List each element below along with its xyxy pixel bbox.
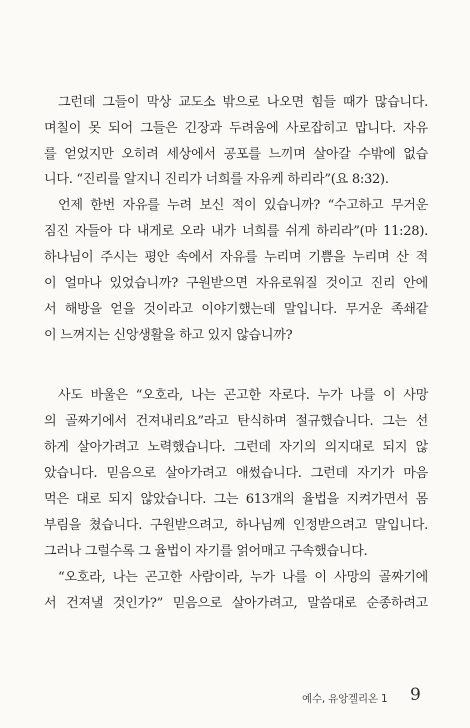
body-text-line: 그러나 그럴수록 그 율법이 자기를 얽어매고 구속했습니다.	[44, 544, 368, 559]
body-text-line: 서 건져낼 것인가?” 믿음으로 살아가려고, 말씀대로 순종하려고	[44, 596, 428, 611]
body-text-line: 니다. “진리를 알지니 진리가 너희를 자유케 하리라”(요 8:32).	[44, 172, 389, 187]
body-text-line: 서 해방을 얻을 것이라고 이야기했는데 말입니다. 무거운 족쇄같	[44, 302, 428, 317]
body-text-line: 짐진 자들아 다 내게로 오라 내가 너희를 쉬게 하리라”(마 11:28).	[44, 224, 428, 239]
body-text-line: 부림을 쳤습니다. 구원받으려고, 하나님께 인정받으려고 말입니다.	[44, 518, 428, 533]
body-text-line: 이 느껴지는 신앙생활을 하고 있지 않습니까?	[44, 328, 293, 343]
running-footer-book-title: 예수, 유앙겔리온 1	[302, 693, 388, 705]
body-text-line: 하나님이 주시는 평안 속에서 자유를 누리며 기쁨을 누리며 산 적	[44, 250, 428, 265]
body-text-line: 그런데 그들이 막상 교도소 밖으로 나오면 힘들 때가 많습니다.	[58, 95, 428, 110]
body-text-line: “오호라, 나는 곤고한 사람이라, 누가 나를 이 사망의 골짜기에	[58, 570, 428, 585]
body-text-line: 먹은 대로 되지 않았습니다. 그는 613개의 율법을 지켜가면서 몸	[44, 492, 428, 507]
body-text-line: 를 얻었지만 오히려 세상에서 공포를 느끼며 살아갈 수밖에 없습	[44, 147, 428, 162]
body-text-line: 사도 바울은 “오호라, 나는 곤고한 자로다. 누가 나를 이 사망	[58, 388, 428, 403]
body-text-line: 의 골짜기에서 건져내리요”라고 탄식하며 절규했습니다. 그는 선	[44, 414, 428, 429]
body-text-line: 았습니다. 믿음으로 살아가려고 애썼습니다. 그런데 자기가 마음	[44, 466, 428, 481]
body-text-line: 며칠이 못 되어 그들은 긴장과 두려움에 사로잡히고 맙니다. 자유	[44, 121, 428, 136]
body-text-line: 하게 살아가려고 노력했습니다. 그런데 자기의 의지대로 되지 않	[44, 440, 428, 455]
body-text-line: 언제 한번 자유를 누려 보신 적이 있습니까? “수고하고 무거운	[58, 198, 428, 213]
body-text-line: 이 얼마나 있었습니까? 구원받으면 자유로워질 것이고 진리 안에	[44, 276, 428, 291]
page-number: 9	[410, 685, 421, 705]
